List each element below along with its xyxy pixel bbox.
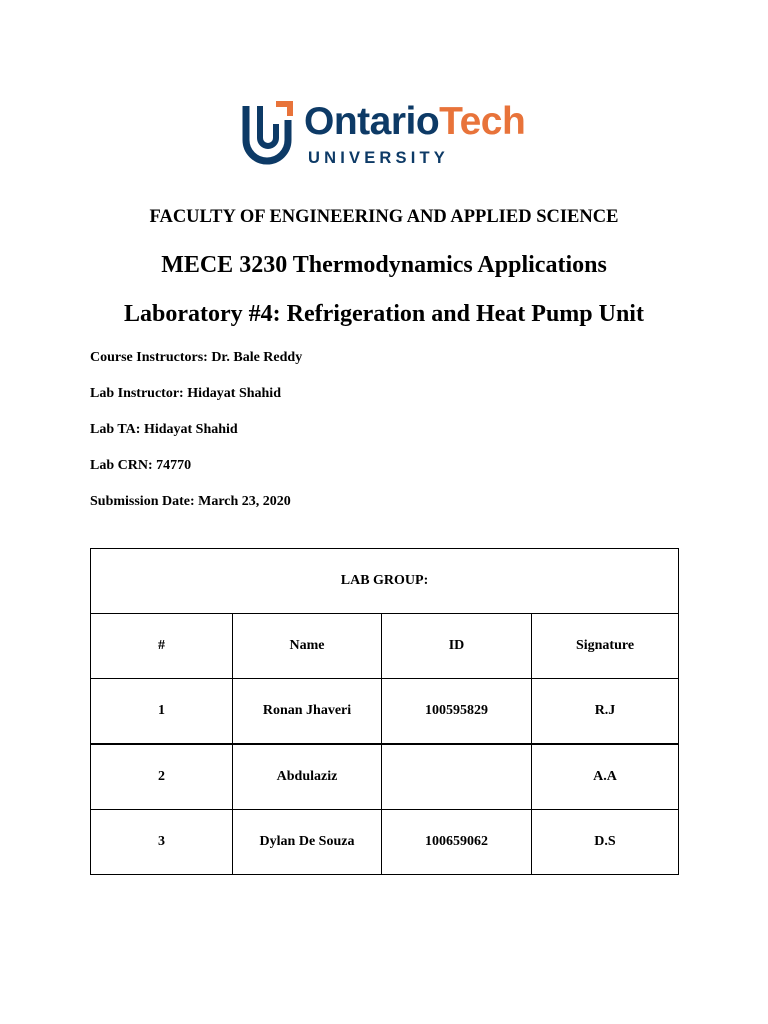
table-row (91, 744, 679, 810)
info-lab-ta: Lab TA: Hidayat Shahid (90, 422, 238, 437)
university-logo (242, 100, 532, 172)
table-cell-number: 2 (91, 744, 233, 810)
table-header-id: ID (382, 614, 532, 679)
logo-university: UNIVERSITY (308, 149, 450, 167)
lab-title: Laboratory #4: Refrigeration and Heat Pump Unit (124, 301, 644, 327)
table-header-number: # (91, 614, 233, 679)
table-cell-signature: R.J (532, 679, 679, 745)
table-cell-name: Abdulaziz (233, 744, 382, 810)
table-cell-number: 3 (91, 810, 233, 875)
ontario-tech-emblem-icon (242, 100, 294, 170)
table-header-name: Name (233, 614, 382, 679)
lab-group-caption: LAB GROUP: (91, 549, 679, 614)
table-header-signature: Signature (532, 614, 679, 679)
info-lab-crn: Lab CRN: 74770 (90, 458, 192, 473)
table-row (91, 810, 679, 875)
table-cell-id: 100595829 (382, 679, 532, 745)
table-cell-signature: D.S (532, 810, 679, 875)
lab-group-table (90, 548, 679, 875)
logo-word-ontario: Ontario (304, 100, 440, 143)
table-cell-signature: A.A (532, 744, 679, 810)
table-cell-name: Dylan De Souza (233, 810, 382, 875)
info-lab-instructor: Lab Instructor: Hidayat Shahid (90, 386, 281, 401)
faculty-heading: FACULTY OF ENGINEERING AND APPLIED SCIENCE (149, 207, 619, 227)
table-cell-id: 100659062 (382, 810, 532, 875)
course-title: MECE 3230 Thermodynamics Applications (161, 252, 607, 278)
info-submission-date: Submission Date: March 23, 2020 (90, 494, 291, 509)
table-row (91, 679, 679, 745)
logo-wordmark (304, 98, 525, 146)
logo-word-tech: Tech (439, 100, 526, 143)
table-cell-name: Ronan Jhaveri (233, 679, 382, 745)
table-cell-id (382, 744, 532, 810)
table-cell-number: 1 (91, 679, 233, 745)
info-course-instructors: Course Instructors: Dr. Bale Reddy (90, 350, 303, 365)
